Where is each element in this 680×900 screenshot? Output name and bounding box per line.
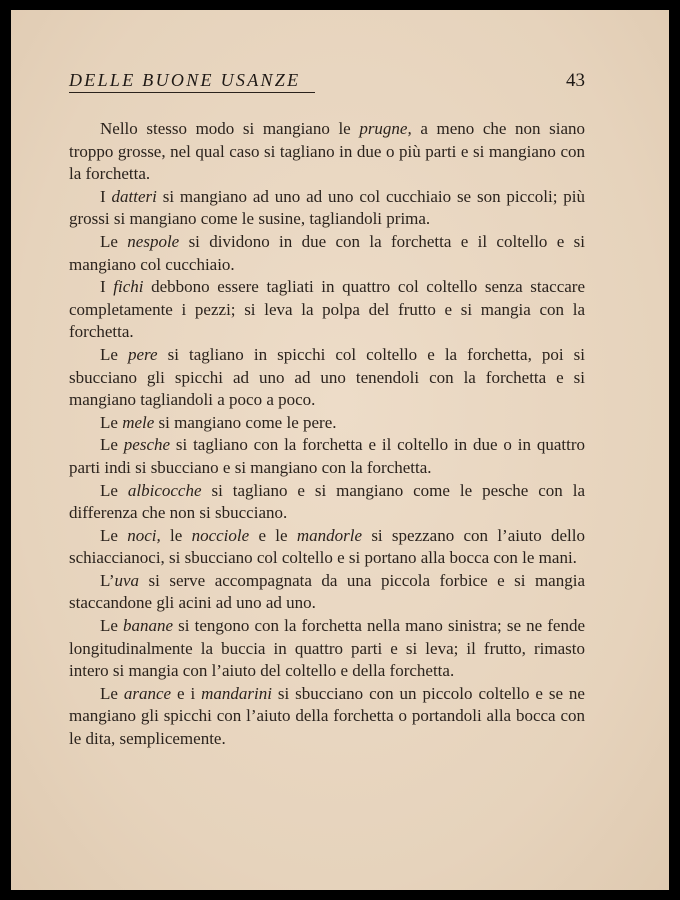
text-run: Le (100, 683, 124, 703)
text-run: si tagliano con la forchetta e il coltello in due o in quattro parti indi si sbucciano e si mangiano con la forchetta. (69, 435, 585, 477)
paragraph-mele (69, 412, 585, 435)
text-run: e i (171, 683, 202, 703)
paragraph-banane (69, 615, 585, 683)
text-run: si tagliano in spicchi col coltello e la forchetta, poi si sbucciano gli spicchi ad uno ad uno tenendoli con la forchetta e si mangiano tagliandoli a poco a poco. (69, 344, 585, 410)
paragraph-albicocche (69, 480, 585, 525)
italic-term: mele (122, 412, 155, 432)
text-run: I (100, 186, 112, 206)
paragraph-fichi (69, 276, 585, 344)
paragraph-noci (69, 525, 585, 570)
page-number: 43 (566, 70, 585, 91)
italic-term: albicocche (127, 480, 202, 500)
italic-term: mandorle (296, 525, 363, 545)
text-run: Le (100, 480, 128, 500)
text-run: Le (100, 435, 124, 455)
running-title: DELLE BUONE USANZE (69, 70, 301, 90)
text-run: si dividono in due con la forchetta e il coltello e si mangiano col cucchiaio. (69, 231, 585, 274)
italic-term: prugne, (359, 119, 412, 138)
italic-term: banane (123, 616, 174, 636)
paragraph-uva (69, 570, 585, 615)
header-underline (69, 92, 315, 93)
text-run: si mangiano come le pere. (154, 412, 337, 432)
italic-term: fichi (113, 277, 144, 297)
italic-term: datteri (111, 186, 157, 206)
text-run: Le (100, 344, 128, 364)
italic-term: nocciole (191, 525, 250, 545)
italic-term: arance (123, 683, 172, 703)
text-run: si sbucciano con un piccolo coltello e se ne mangiano gli spicchi con l’aiuto della forchetta o portandoli alla bocca con le dita, semplicemente. (69, 683, 585, 749)
body-text (69, 118, 585, 751)
text-run: si spezzano con l’aiuto dello schiaccianoci, si sbucciano col coltello e si portano alla bocca con le mani. (69, 525, 585, 568)
book-page (11, 10, 669, 890)
text-run: si serve accompagnata da una piccola forbice e si mangia staccandone gli acini ad uno ad uno. (69, 570, 585, 613)
italic-term: pere (128, 344, 158, 364)
paragraph-nespole (69, 231, 585, 276)
text-run: Nello stesso modo si mangiano le (100, 119, 360, 138)
italic-term: nespole (127, 231, 180, 251)
text-run: I (100, 277, 114, 297)
text-run: L’ (100, 570, 115, 590)
italic-term: noci, (127, 525, 161, 545)
page-header (69, 70, 585, 102)
text-run: si tengono con la forchetta nella mano sinistra; se ne fende longitudinalmente la buccia in quattro parti e si leva; il frutto, rimasto intero si mangia con l’aiuto del coltello e della forchetta. (69, 616, 586, 681)
text-run: Le (100, 412, 123, 432)
paragraph-prugne (69, 118, 585, 186)
text-run: le (160, 525, 192, 545)
italic-term: pesche (123, 435, 171, 455)
text-run: Le (100, 616, 124, 636)
text-run: e le (249, 525, 297, 545)
text-run: Le (100, 525, 128, 545)
paragraph-arance (69, 683, 585, 751)
text-run: a meno che non siano troppo grosse, nel qual caso si tagliano in due o più parti e si mangiano con la forchetta. (69, 119, 585, 184)
text-run: Le (100, 231, 128, 251)
text-run: si tagliano e si mangiano come le pesche con la differenza che non si sbucciano. (69, 480, 586, 523)
paragraph-pesche (69, 434, 585, 479)
paragraph-pere (69, 344, 585, 412)
text-run: debbono essere tagliati in quattro col coltello senza staccare completamente i pezzi; si leva la polpa del frutto e si mangia con la forchetta. (69, 277, 586, 342)
italic-term: mandarini (201, 683, 272, 703)
paragraph-datteri (69, 186, 585, 231)
text-run: si mangiano ad uno ad uno col cucchiaio se son piccoli; più grossi si mangiano come le susine, tagliandoli prima. (69, 186, 585, 229)
italic-term: uva (114, 570, 140, 590)
